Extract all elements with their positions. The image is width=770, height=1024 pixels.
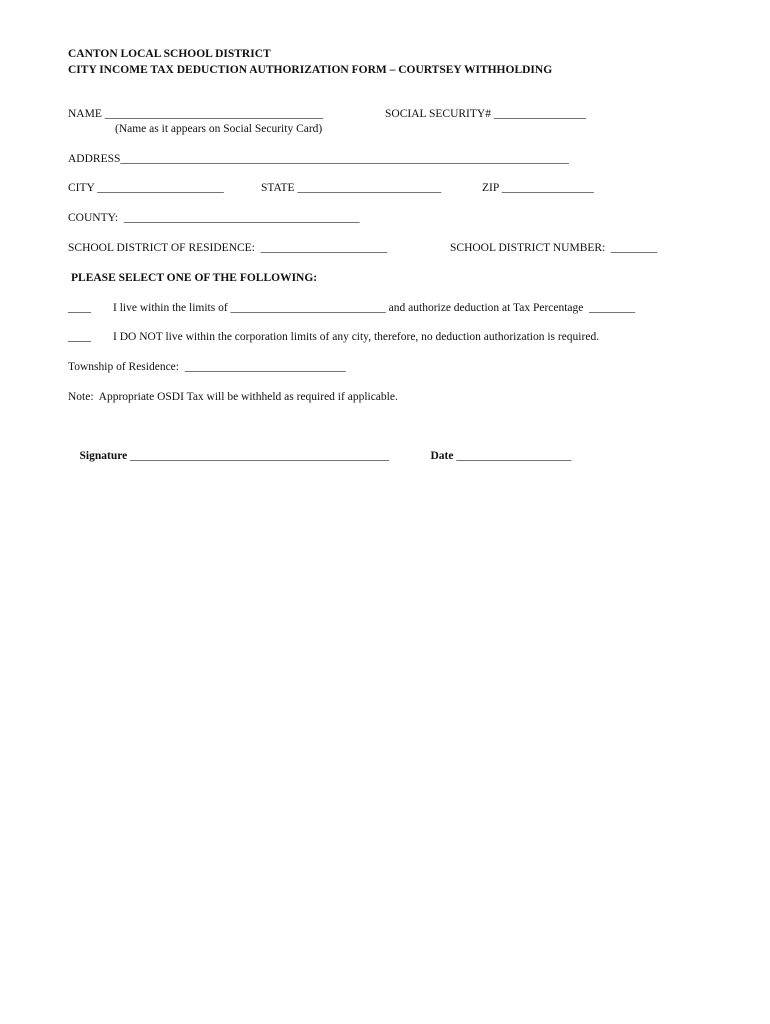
state-field[interactable]: STATE _________________________ xyxy=(261,182,442,194)
date-label: Date xyxy=(430,450,454,462)
district-number-field[interactable]: SCHOOL DISTRICT NUMBER: ________ xyxy=(450,242,658,254)
zip-field[interactable]: ZIP ________________ xyxy=(482,182,594,194)
option1-check-blank[interactable]: ____ xyxy=(68,302,91,314)
signature-row xyxy=(68,435,389,477)
option1-text: I live within the limits of ___________________________ and authorize deduction at Tax Percentage ________ xyxy=(113,302,636,314)
option2-check-blank[interactable]: ____ xyxy=(68,331,91,343)
selection-heading: PLEASE SELECT ONE OF THE FOLLOWING: xyxy=(71,272,318,284)
date-line[interactable]: ____________________ xyxy=(453,450,572,462)
name-field[interactable]: NAME ______________________________________ xyxy=(68,108,324,120)
signature-line[interactable]: _____________________________________________ xyxy=(127,450,389,462)
name-hint: (Name as it appears on Social Security Card) xyxy=(115,123,323,135)
osdi-note: Note: Appropriate OSDI Tax will be withheld as required if applicable. xyxy=(68,391,398,403)
signature-label: Signature xyxy=(79,450,128,462)
form-title: CITY INCOME TAX DEDUCTION AUTHORIZATION FORM – COURTSEY WITHHOLDING xyxy=(68,64,553,76)
date-row xyxy=(419,435,571,477)
county-field[interactable]: COUNTY: _________________________________________ xyxy=(68,212,360,224)
township-field[interactable]: Township of Residence: ____________________________ xyxy=(68,361,346,373)
residence-district-field[interactable]: SCHOOL DISTRICT OF RESIDENCE: ______________________ xyxy=(68,242,388,254)
address-field[interactable]: ADDRESS______________________________________________________________________________ xyxy=(68,153,569,165)
city-field[interactable]: CITY ______________________ xyxy=(68,182,224,194)
option2-text: I DO NOT live within the corporation limits of any city, therefore, no deduction authorization is required. xyxy=(113,331,600,343)
ssn-field[interactable]: SOCIAL SECURITY# ________________ xyxy=(385,108,586,120)
district-name: CANTON LOCAL SCHOOL DISTRICT xyxy=(68,48,271,60)
